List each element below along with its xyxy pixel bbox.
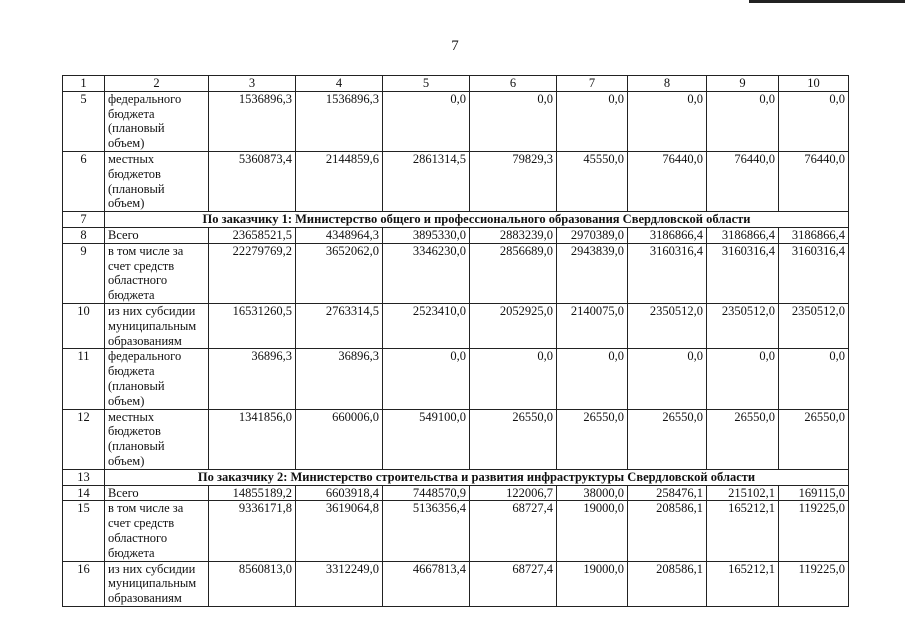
row-label: из них субсидии муниципальным образованиям xyxy=(105,561,209,606)
value-cell: 79829,3 xyxy=(470,151,557,211)
column-number-row xyxy=(63,76,849,92)
value-cell: 2856689,0 xyxy=(470,243,557,303)
row-label: из них субсидии муниципальным образованиям xyxy=(105,303,209,348)
value-cell: 2144859,6 xyxy=(296,151,383,211)
table-row xyxy=(63,243,849,303)
value-cell: 122006,7 xyxy=(470,485,557,501)
column-header: 2 xyxy=(105,76,209,92)
top-edge-rule xyxy=(749,0,905,3)
value-cell: 76440,0 xyxy=(707,151,779,211)
section-title: По заказчику 2: Министерство строительства и развития инфраструктуры Свердловской области xyxy=(105,469,849,485)
value-cell: 0,0 xyxy=(707,349,779,409)
value-cell: 1536896,3 xyxy=(209,91,296,151)
value-cell: 208586,1 xyxy=(628,561,707,606)
value-cell: 3619064,8 xyxy=(296,501,383,561)
row-number: 16 xyxy=(63,561,105,606)
table-row xyxy=(63,409,849,469)
value-cell: 0,0 xyxy=(383,91,470,151)
column-header: 1 xyxy=(63,76,105,92)
value-cell: 16531260,5 xyxy=(209,303,296,348)
value-cell: 0,0 xyxy=(557,91,628,151)
value-cell: 68727,4 xyxy=(470,501,557,561)
row-label: в том числе за счет средств областного бюджета xyxy=(105,243,209,303)
value-cell: 0,0 xyxy=(557,349,628,409)
column-header: 9 xyxy=(707,76,779,92)
row-label: федерального бюджета (плановый объем) xyxy=(105,91,209,151)
value-cell: 2861314,5 xyxy=(383,151,470,211)
value-cell: 45550,0 xyxy=(557,151,628,211)
column-header: 10 xyxy=(779,76,849,92)
value-cell: 1536896,3 xyxy=(296,91,383,151)
value-cell: 4348964,3 xyxy=(296,227,383,243)
row-number: 15 xyxy=(63,501,105,561)
value-cell: 26550,0 xyxy=(707,409,779,469)
value-cell: 258476,1 xyxy=(628,485,707,501)
table-row xyxy=(63,303,849,348)
value-cell: 2140075,0 xyxy=(557,303,628,348)
value-cell: 2052925,0 xyxy=(470,303,557,348)
row-label: Всего xyxy=(105,227,209,243)
value-cell: 3895330,0 xyxy=(383,227,470,243)
value-cell: 3186866,4 xyxy=(779,227,849,243)
value-cell: 0,0 xyxy=(707,91,779,151)
row-label: Всего xyxy=(105,485,209,501)
value-cell: 5360873,4 xyxy=(209,151,296,211)
value-cell: 549100,0 xyxy=(383,409,470,469)
value-cell: 76440,0 xyxy=(628,151,707,211)
table-body xyxy=(63,76,849,607)
value-cell: 22279769,2 xyxy=(209,243,296,303)
value-cell: 38000,0 xyxy=(557,485,628,501)
value-cell: 3160316,4 xyxy=(779,243,849,303)
value-cell: 2523410,0 xyxy=(383,303,470,348)
value-cell: 169115,0 xyxy=(779,485,849,501)
value-cell: 208586,1 xyxy=(628,501,707,561)
value-cell: 215102,1 xyxy=(707,485,779,501)
value-cell: 9336171,8 xyxy=(209,501,296,561)
value-cell: 26550,0 xyxy=(470,409,557,469)
table-row xyxy=(63,151,849,211)
row-number: 13 xyxy=(63,469,105,485)
table-row xyxy=(63,227,849,243)
value-cell: 36896,3 xyxy=(296,349,383,409)
table-row xyxy=(63,485,849,501)
value-cell: 7448570,9 xyxy=(383,485,470,501)
value-cell: 3346230,0 xyxy=(383,243,470,303)
value-cell: 0,0 xyxy=(779,91,849,151)
value-cell: 14855189,2 xyxy=(209,485,296,501)
value-cell: 3160316,4 xyxy=(628,243,707,303)
value-cell: 2763314,5 xyxy=(296,303,383,348)
column-header: 7 xyxy=(557,76,628,92)
value-cell: 3652062,0 xyxy=(296,243,383,303)
row-number: 8 xyxy=(63,227,105,243)
section-title: По заказчику 1: Министерство общего и профессионального образования Свердловской области xyxy=(105,212,849,228)
value-cell: 5136356,4 xyxy=(383,501,470,561)
column-header: 4 xyxy=(296,76,383,92)
row-number: 11 xyxy=(63,349,105,409)
row-label: федерального бюджета (плановый объем) xyxy=(105,349,209,409)
row-label: местных бюджетов (плановый объем) xyxy=(105,409,209,469)
value-cell: 2883239,0 xyxy=(470,227,557,243)
value-cell: 165212,1 xyxy=(707,501,779,561)
value-cell: 0,0 xyxy=(779,349,849,409)
value-cell: 0,0 xyxy=(470,91,557,151)
value-cell: 0,0 xyxy=(628,91,707,151)
value-cell: 4667813,4 xyxy=(383,561,470,606)
section-row xyxy=(63,469,849,485)
value-cell: 3160316,4 xyxy=(707,243,779,303)
value-cell: 68727,4 xyxy=(470,561,557,606)
row-number: 7 xyxy=(63,212,105,228)
table-row xyxy=(63,91,849,151)
value-cell: 26550,0 xyxy=(628,409,707,469)
column-header: 3 xyxy=(209,76,296,92)
value-cell: 8560813,0 xyxy=(209,561,296,606)
row-number: 9 xyxy=(63,243,105,303)
value-cell: 6603918,4 xyxy=(296,485,383,501)
value-cell: 26550,0 xyxy=(779,409,849,469)
table-row xyxy=(63,561,849,606)
row-number: 6 xyxy=(63,151,105,211)
value-cell: 0,0 xyxy=(470,349,557,409)
value-cell: 2970389,0 xyxy=(557,227,628,243)
row-number: 12 xyxy=(63,409,105,469)
table-row xyxy=(63,501,849,561)
value-cell: 2350512,0 xyxy=(707,303,779,348)
value-cell: 3312249,0 xyxy=(296,561,383,606)
section-row xyxy=(63,212,849,228)
row-number: 5 xyxy=(63,91,105,151)
budget-table xyxy=(62,75,849,607)
row-label: в том числе за счет средств областного бюджета xyxy=(105,501,209,561)
value-cell: 660006,0 xyxy=(296,409,383,469)
value-cell: 2350512,0 xyxy=(628,303,707,348)
page-number: 7 xyxy=(451,38,459,54)
value-cell: 2943839,0 xyxy=(557,243,628,303)
row-number: 14 xyxy=(63,485,105,501)
value-cell: 119225,0 xyxy=(779,561,849,606)
column-header: 5 xyxy=(383,76,470,92)
value-cell: 3186866,4 xyxy=(628,227,707,243)
value-cell: 36896,3 xyxy=(209,349,296,409)
table-row xyxy=(63,349,849,409)
value-cell: 0,0 xyxy=(383,349,470,409)
row-number: 10 xyxy=(63,303,105,348)
value-cell: 19000,0 xyxy=(557,501,628,561)
value-cell: 19000,0 xyxy=(557,561,628,606)
value-cell: 119225,0 xyxy=(779,501,849,561)
value-cell: 2350512,0 xyxy=(779,303,849,348)
value-cell: 3186866,4 xyxy=(707,227,779,243)
value-cell: 1341856,0 xyxy=(209,409,296,469)
value-cell: 26550,0 xyxy=(557,409,628,469)
column-header: 8 xyxy=(628,76,707,92)
column-header: 6 xyxy=(470,76,557,92)
value-cell: 76440,0 xyxy=(779,151,849,211)
value-cell: 23658521,5 xyxy=(209,227,296,243)
value-cell: 0,0 xyxy=(628,349,707,409)
row-label: местных бюджетов (плановый объем) xyxy=(105,151,209,211)
value-cell: 165212,1 xyxy=(707,561,779,606)
